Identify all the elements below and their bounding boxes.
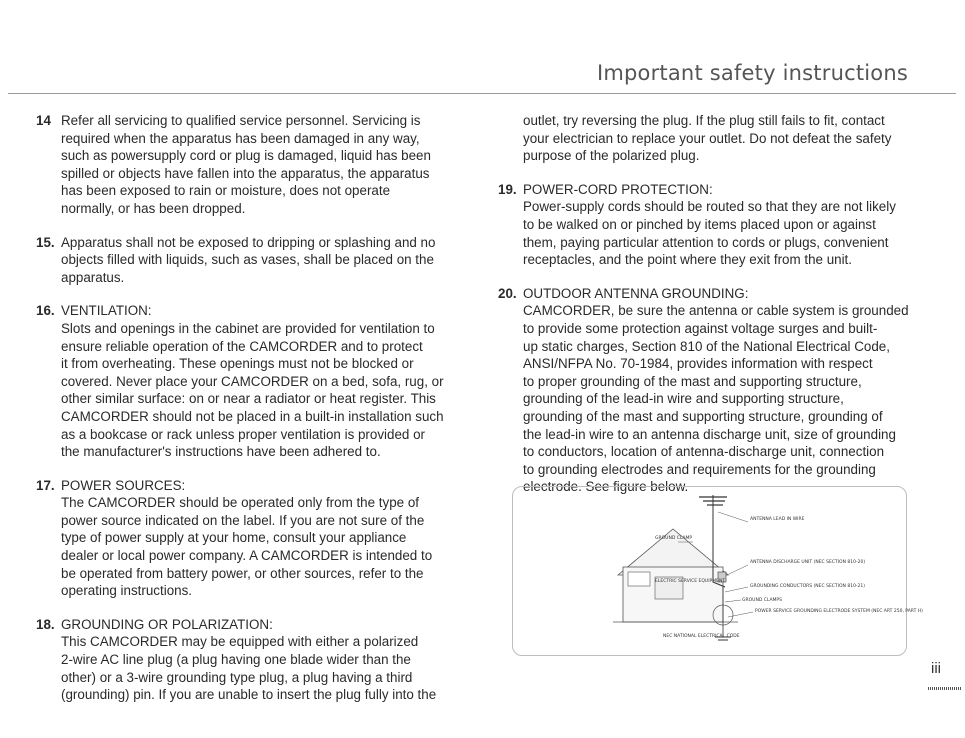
text-line: other similar surface: on or near a radiator or heat register. This xyxy=(61,391,436,407)
item-text xyxy=(61,112,476,218)
text-line: your electrician to replace your outlet. Do not defeat the safety xyxy=(523,130,892,146)
text-line: CAMCORDER should not be placed in a built-in installation such xyxy=(61,408,444,424)
text-line: The CAMCORDER should be operated only from the type of xyxy=(61,495,419,511)
text-line: receptacles, and the point where they exit from the unit. xyxy=(523,252,852,268)
safety-item xyxy=(498,181,928,269)
label-discharge-unit: ANTENNA DISCHARGE UNIT (NEC SECTION 810-20) xyxy=(750,560,866,565)
label-electric-service: ELECTRIC SERVICE EQUIPMENT xyxy=(655,579,726,584)
text-line: outlet, try reversing the plug. If the plug still fails to fit, contact xyxy=(523,113,885,128)
text-line: (grounding) pin. If you are unable to insert the plug fully into the xyxy=(61,687,437,703)
text-line: objects filled with liquids, such as vases, shall be placed on the xyxy=(61,252,434,268)
text-line: has been exposed to rain or moisture, does not operate xyxy=(61,183,391,199)
text-line: POWER-CORD PROTECTION: xyxy=(523,181,713,197)
text-line: apparatus. xyxy=(61,269,125,285)
item-number: 15. xyxy=(36,234,55,250)
item-number: 14 xyxy=(36,113,51,128)
text-line: purpose of the polarized plug. xyxy=(523,148,700,164)
text-line: it from overheating. These openings must not be blocked or xyxy=(61,356,414,372)
antenna-grounding-diagram xyxy=(512,486,923,656)
text-line: ensure reliable operation of the CAMCORDER and to protect xyxy=(61,338,423,354)
page-title: Important safety instructions xyxy=(596,61,908,85)
text-line: Refer all servicing to qualified service personnel. Servicing is xyxy=(61,113,421,128)
safety-item xyxy=(36,616,476,704)
label-nec: NEC NATIONAL ELECTRICAL CODE xyxy=(663,634,740,639)
text-line: the lead-in wire to an antenna discharge unit, size of grounding xyxy=(523,426,896,442)
text-line: to be walked on or pinched by items placed upon or against xyxy=(523,216,876,232)
page-marker xyxy=(928,687,962,690)
item-number xyxy=(498,112,523,165)
text-line: spilled or objects have fallen into the apparatus, the apparatus xyxy=(61,165,430,181)
text-line: required when the apparatus has been damaged in any way, xyxy=(61,130,420,146)
text-line: to grounding electrodes and requirements for the grounding xyxy=(523,461,876,477)
left-column xyxy=(36,112,476,720)
item-number: 16. xyxy=(36,303,55,319)
text-line: be operated from battery power, or other sources, refer to the xyxy=(61,565,424,581)
item-number: 19. xyxy=(498,181,517,197)
item-number: 17. xyxy=(36,477,55,493)
item-number: 18. xyxy=(36,616,55,632)
text-line: CAMCORDER, be sure the antenna or cable system is grounded xyxy=(523,303,909,319)
text-line: such as powersupply cord or plug is damaged, liquid has been xyxy=(61,148,431,164)
page-number: iii xyxy=(931,660,941,677)
text-line: electrode. See figure below. xyxy=(523,479,689,495)
text-line: the manufacturer's instructions have been adhered to. xyxy=(61,444,381,460)
label-antenna-lead: ANTENNA LEAD IN WIRE xyxy=(750,517,805,522)
item-text xyxy=(523,112,928,165)
item-text xyxy=(61,234,476,287)
text-line: to conductors, location of antenna-discharge unit, connection xyxy=(523,444,885,460)
safety-item xyxy=(36,112,476,218)
text-line: other) or a 3-wire grounding type plug, a plug having a third xyxy=(61,669,413,685)
text-line: Slots and openings in the cabinet are provided for ventilation to xyxy=(61,320,435,336)
safety-item xyxy=(36,302,476,460)
text-line: Apparatus shall not be exposed to dripping or splashing and no xyxy=(61,234,436,250)
antenna-grounding-illustration xyxy=(513,487,923,655)
text-line: This CAMCORDER may be equipped with either a polarized xyxy=(61,634,419,650)
item-text xyxy=(523,285,928,496)
text-line: them, paying particular attention to cords or plugs, convenient xyxy=(523,234,889,250)
text-line: POWER SOURCES: xyxy=(61,477,186,493)
text-line: covered. Never place your CAMCORDER on a bed, sofa, rug, or xyxy=(61,373,444,389)
item-text xyxy=(61,302,476,460)
text-line: to proper grounding of the mast and supporting structure, xyxy=(523,373,862,389)
label-ground-clamps: GROUND CLAMPS xyxy=(742,598,782,603)
label-ground-clamp: GROUND CLAMP xyxy=(655,536,693,541)
item-number: 20. xyxy=(498,285,517,301)
text-line: grounding of the mast and supporting structure, grounding of xyxy=(523,408,883,424)
header-divider xyxy=(8,93,956,94)
text-line: OUTDOOR ANTENNA GROUNDING: xyxy=(523,285,749,301)
text-line: VENTILATION: xyxy=(61,303,152,319)
text-line: up static charges, Section 810 of the National Electrical Code, xyxy=(523,338,890,354)
text-line: normally, or has been dropped. xyxy=(61,200,246,216)
safety-item xyxy=(36,234,476,287)
label-power-service: POWER SERVICE GROUNDING ELECTRODE SYSTEM (NEC ART 250, PART H) xyxy=(755,609,923,614)
item-text xyxy=(61,477,476,600)
text-line: grounding of the lead-in wire and supporting structure, xyxy=(523,391,844,407)
right-column xyxy=(498,112,928,512)
text-line: GROUNDING OR POLARIZATION: xyxy=(61,616,273,632)
item-text xyxy=(523,181,928,269)
safety-item xyxy=(498,285,928,496)
text-line: 2-wire AC line plug (a plug having one blade wider than the xyxy=(61,652,411,668)
text-line: to provide some protection against voltage surges and built- xyxy=(523,320,878,336)
text-line: dealer or local power company. A CAMCORDER is intended to xyxy=(61,548,433,564)
safety-item xyxy=(498,112,928,165)
text-line: power source indicated on the label. If you are not sure of the xyxy=(61,512,425,528)
text-line: Power-supply cords should be routed so that they are not likely xyxy=(523,199,896,215)
text-line: operating instructions. xyxy=(61,583,193,599)
text-line: type of power supply at your home, consult your appliance xyxy=(61,530,407,546)
item-text xyxy=(61,616,476,704)
label-grounding-conductors: GROUNDING CONDUCTORS (NEC SECTION 810-21) xyxy=(750,584,866,589)
text-line: as a bookcase or rack unless proper ventilation is provided or xyxy=(61,426,425,442)
text-line: ANSI/NFPA No. 70-1984, provides information with respect xyxy=(523,356,873,372)
safety-item xyxy=(36,477,476,600)
